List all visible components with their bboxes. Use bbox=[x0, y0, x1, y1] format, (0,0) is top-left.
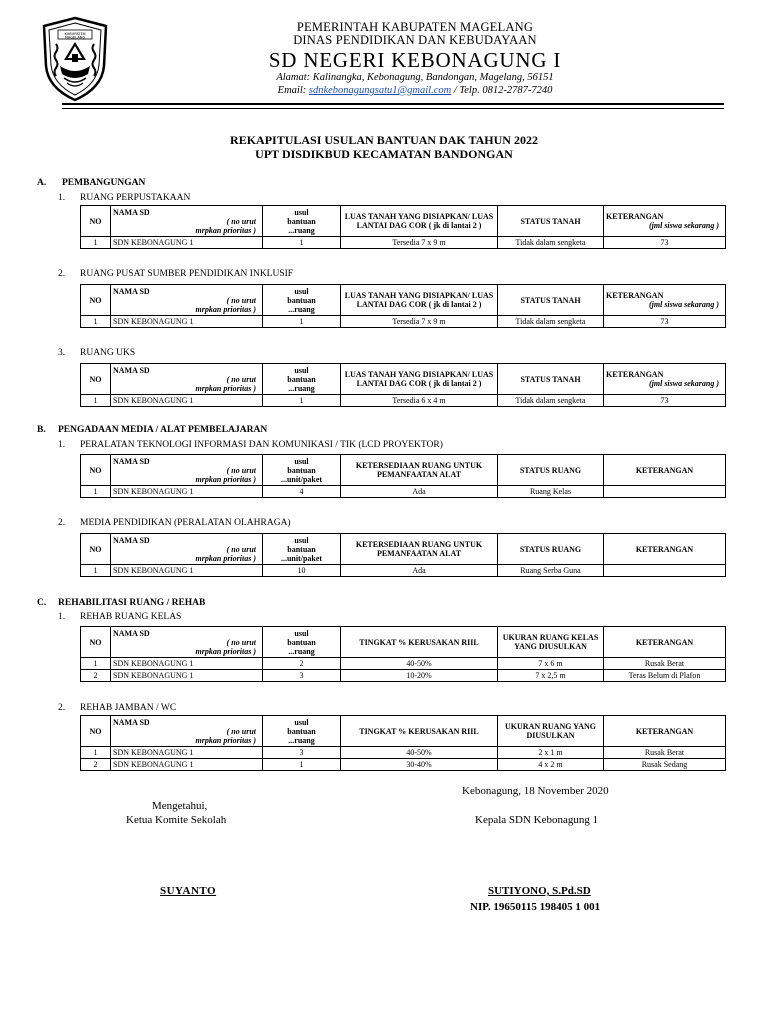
letterhead bbox=[180, 21, 650, 97]
contact-line bbox=[180, 84, 650, 97]
cell-keterangan: 73 bbox=[604, 237, 726, 249]
col-status-ruang: STATUS RUANG bbox=[498, 534, 604, 565]
cell-no: 1 bbox=[81, 237, 111, 249]
cell-luas: Tersedia 6 x 4 m bbox=[341, 395, 498, 407]
cell-usul: 3 bbox=[263, 747, 341, 759]
svg-text:KABUPATEN: KABUPATEN bbox=[64, 32, 86, 36]
cell-ukuran: 7 x 6 m bbox=[498, 658, 604, 670]
cell-usul: 1 bbox=[263, 395, 341, 407]
cell-status: Tidak dalam sengketa bbox=[498, 316, 604, 328]
table-peralatan-tik bbox=[80, 454, 726, 498]
table-rehab-kelas bbox=[80, 626, 726, 682]
col-ketersediaan: KETERSEDIAAN RUANG UNTUK PEMANFAATAN ALAT bbox=[341, 455, 498, 486]
document-title: REKAPITULASI USULAN BANTUAN DAK TAHUN 2022 bbox=[230, 133, 538, 147]
cell-no: 2 bbox=[81, 670, 111, 682]
section-c-label: C. bbox=[37, 598, 47, 608]
cell-keterangan: 73 bbox=[604, 395, 726, 407]
cell-luas: Tersedia 7 x 9 m bbox=[341, 237, 498, 249]
cell-tingkat: 40-50% bbox=[341, 747, 498, 759]
col-keterangan: KETERANGAN bbox=[604, 716, 726, 747]
item-number: 1. bbox=[58, 193, 66, 203]
col-usul: usul bantuan ...ruang bbox=[263, 206, 341, 237]
item-number: 2. bbox=[58, 703, 66, 713]
school-address: Alamat: Kalinangka, Kebonagung, Bandongan, Magelang, 56151 bbox=[276, 72, 554, 83]
cell-tingkat: 40-50% bbox=[341, 658, 498, 670]
col-no: NO bbox=[81, 627, 111, 658]
table-ruang-uks bbox=[80, 363, 726, 407]
school-name: SD NEGERI KEBONAGUNG I bbox=[268, 48, 562, 72]
item-number: 2. bbox=[58, 269, 66, 279]
cell-usul: 1 bbox=[263, 316, 341, 328]
col-keterangan: KETERANGAN bbox=[604, 627, 726, 658]
col-status-ruang: STATUS RUANG bbox=[498, 455, 604, 486]
agency-name: DINAS PENDIDIKAN DAN KEBUDAYAAN bbox=[293, 33, 537, 47]
col-status-tanah: STATUS TANAH bbox=[498, 285, 604, 316]
cell-no: 1 bbox=[81, 747, 111, 759]
table-rehab-jamban bbox=[80, 715, 726, 771]
cell-keterangan: 73 bbox=[604, 316, 726, 328]
section-a-label: A. bbox=[37, 178, 47, 188]
table-row bbox=[81, 670, 726, 682]
cell-nama: SDN KEBONAGUNG 1 bbox=[111, 747, 263, 759]
cell-no: 1 bbox=[81, 486, 111, 498]
section-b-label: B. bbox=[37, 425, 46, 435]
col-nama: NAMA SD ( no urut mrpkan prioritas ) bbox=[111, 364, 263, 395]
cell-nama: SDN KEBONAGUNG 1 bbox=[111, 237, 263, 249]
table-row bbox=[81, 486, 726, 498]
table-row bbox=[81, 759, 726, 771]
item-number: 1. bbox=[58, 440, 66, 450]
col-no: NO bbox=[81, 716, 111, 747]
table-header-row bbox=[81, 364, 726, 395]
col-status-tanah: STATUS TANAH bbox=[498, 206, 604, 237]
col-nama: NAMA SD ( no urut mrpkan prioritas ) bbox=[111, 534, 263, 565]
table-row bbox=[81, 747, 726, 759]
cell-usul: 10 bbox=[263, 565, 341, 577]
col-luas: LUAS TANAH YANG DISIAPKAN/ LUAS LANTAI DAG COR ( jk di lantai 2 ) bbox=[341, 364, 498, 395]
col-status-tanah: STATUS TANAH bbox=[498, 364, 604, 395]
item-number: 1. bbox=[58, 612, 66, 622]
cell-no: 2 bbox=[81, 759, 111, 771]
section-a-title: PEMBANGUNGAN bbox=[62, 178, 146, 188]
cell-keterangan: Teras Belum di Plafon bbox=[604, 670, 726, 682]
col-nama: NAMA SD ( no urut mrpkan prioritas ) bbox=[111, 716, 263, 747]
col-nama: NAMA SD ( no urut mrpkan prioritas ) bbox=[111, 206, 263, 237]
committee-role: Ketua Komite Sekolah bbox=[126, 814, 227, 826]
principal-nip: NIP. 19650115 198405 1 001 bbox=[470, 901, 601, 913]
table-header-row bbox=[81, 206, 726, 237]
item-title: REHAB RUANG KELAS bbox=[80, 612, 182, 622]
email-link[interactable]: sdnkebonagungsatu1@gmail.com bbox=[308, 85, 452, 96]
letterhead-rule-thick bbox=[62, 103, 724, 105]
cell-no: 1 bbox=[81, 658, 111, 670]
col-tingkat: TINGKAT % KERUSAKAN RIIL bbox=[341, 716, 498, 747]
email-label: Email: bbox=[277, 85, 307, 96]
section-c-title: REHABILITASI RUANG / REHAB bbox=[58, 598, 206, 608]
cell-keterangan bbox=[604, 565, 726, 577]
item-title: PERALATAN TEKNOLOGI INFORMASI DAN KOMUNIKASI / TIK (LCD PROYEKTOR) bbox=[80, 440, 443, 450]
col-keterangan: KETERANGAN bbox=[604, 534, 726, 565]
table-row bbox=[81, 658, 726, 670]
cell-no: 1 bbox=[81, 565, 111, 577]
item-number: 3. bbox=[58, 348, 66, 358]
col-keterangan: KETERANGAN bbox=[604, 455, 726, 486]
col-luas: LUAS TANAH YANG DISIAPKAN/ LUAS LANTAI DAG COR ( jk di lantai 2 ) bbox=[341, 206, 498, 237]
letterhead-rule-thin bbox=[62, 108, 724, 109]
cell-usul: 3 bbox=[263, 670, 341, 682]
col-usul: usul bantuan ...unit/paket bbox=[263, 455, 341, 486]
cell-ketersediaan: Ada bbox=[341, 486, 498, 498]
cell-tingkat: 10-20% bbox=[341, 670, 498, 682]
cell-nama: SDN KEBONAGUNG 1 bbox=[111, 658, 263, 670]
cell-usul: 1 bbox=[263, 759, 341, 771]
cell-status: Tidak dalam sengketa bbox=[498, 237, 604, 249]
cell-ketersediaan: Ada bbox=[341, 565, 498, 577]
item-title: RUANG PUSAT SUMBER PENDIDIKAN INKLUSIF bbox=[80, 269, 294, 279]
table-header-row bbox=[81, 285, 726, 316]
table-row bbox=[81, 316, 726, 328]
col-ukuran: UKURAN RUANG YANG DIUSULKAN bbox=[498, 716, 604, 747]
table-media-olahraga bbox=[80, 533, 726, 577]
col-ukuran: UKURAN RUANG KELAS YANG DIUSULKAN bbox=[498, 627, 604, 658]
cell-nama: SDN KEBONAGUNG 1 bbox=[111, 316, 263, 328]
place-date: Kebonagung, 18 November 2020 bbox=[462, 785, 609, 797]
col-no: NO bbox=[81, 455, 111, 486]
col-nama: NAMA SD ( no urut mrpkan prioritas ) bbox=[111, 285, 263, 316]
cell-keterangan: Rusak Berat bbox=[604, 658, 726, 670]
cell-no: 1 bbox=[81, 316, 111, 328]
item-title: RUANG UKS bbox=[80, 348, 136, 358]
cell-nama: SDN KEBONAGUNG 1 bbox=[111, 395, 263, 407]
cell-keterangan: Rusak Sedang bbox=[604, 759, 726, 771]
col-tingkat: TINGKAT % KERUSAKAN RIIL bbox=[341, 627, 498, 658]
col-nama: NAMA SD ( no urut mrpkan prioritas ) bbox=[111, 627, 263, 658]
document-subtitle: UPT DISDIKBUD KECAMATAN BANDONGAN bbox=[255, 147, 513, 161]
table-ruang-perpustakaan bbox=[80, 205, 726, 249]
cell-keterangan bbox=[604, 486, 726, 498]
item-number: 2. bbox=[58, 518, 66, 528]
col-usul: usul bantuan ...ruang bbox=[263, 627, 341, 658]
cell-no: 1 bbox=[81, 395, 111, 407]
col-luas: LUAS TANAH YANG DISIAPKAN/ LUAS LANTAI DAG COR ( jk di lantai 2 ) bbox=[341, 285, 498, 316]
cell-status: Ruang Kelas bbox=[498, 486, 604, 498]
table-header-row bbox=[81, 534, 726, 565]
govt-name: PEMERINTAH KABUPATEN MAGELANG bbox=[296, 20, 534, 34]
regency-logo bbox=[42, 16, 108, 102]
cell-nama: SDN KEBONAGUNG 1 bbox=[111, 565, 263, 577]
cell-usul: 2 bbox=[263, 658, 341, 670]
cell-nama: SDN KEBONAGUNG 1 bbox=[111, 670, 263, 682]
phone: / Telp. 0812-2787-7240 bbox=[453, 85, 553, 96]
col-usul: usul bantuan ...unit/paket bbox=[263, 534, 341, 565]
col-no: NO bbox=[81, 364, 111, 395]
col-usul: usul bantuan ...ruang bbox=[263, 364, 341, 395]
item-title: REHAB JAMBAN / WC bbox=[80, 703, 177, 713]
section-b-title: PENGADAAN MEDIA / ALAT PEMBELAJARAN bbox=[58, 425, 268, 435]
cell-keterangan: Rusak Berat bbox=[604, 747, 726, 759]
svg-text:MAGELANG: MAGELANG bbox=[64, 35, 86, 40]
table-header-row bbox=[81, 716, 726, 747]
table-row bbox=[81, 565, 726, 577]
cell-ukuran: 2 x 1 m bbox=[498, 747, 604, 759]
principal-role: Kepala SDN Kebonagung 1 bbox=[475, 814, 599, 826]
col-keterangan: KETERANGAN (jml siswa sekarang ) bbox=[604, 364, 726, 395]
col-no: NO bbox=[81, 285, 111, 316]
cell-tingkat: 30-40% bbox=[341, 759, 498, 771]
cell-nama: SDN KEBONAGUNG 1 bbox=[111, 486, 263, 498]
cell-usul: 4 bbox=[263, 486, 341, 498]
col-usul: usul bantuan ...ruang bbox=[263, 716, 341, 747]
cell-ukuran: 4 x 2 m bbox=[498, 759, 604, 771]
table-ruang-inklusif bbox=[80, 284, 726, 328]
table-row bbox=[81, 237, 726, 249]
item-title: RUANG PERPUSTAKAAN bbox=[80, 193, 191, 203]
col-keterangan: KETERANGAN (jml siswa sekarang ) bbox=[604, 285, 726, 316]
known-by: Mengetahui, bbox=[152, 800, 208, 812]
item-title: MEDIA PENDIDIKAN (PERALATAN OLAHRAGA) bbox=[80, 518, 291, 528]
col-nama: NAMA SD ( no urut mrpkan prioritas ) bbox=[111, 455, 263, 486]
table-row bbox=[81, 395, 726, 407]
committee-name: SUYANTO bbox=[160, 885, 217, 897]
cell-usul: 1 bbox=[263, 237, 341, 249]
principal-name: SUTIYONO, S.Pd.SD bbox=[488, 885, 591, 897]
cell-nama: SDN KEBONAGUNG 1 bbox=[111, 759, 263, 771]
col-usul: usul bantuan ...ruang bbox=[263, 285, 341, 316]
cell-luas: Tersedia 7 x 9 m bbox=[341, 316, 498, 328]
table-header-row bbox=[81, 455, 726, 486]
col-ketersediaan: KETERSEDIAAN RUANG UNTUK PEMANFAATAN ALAT bbox=[341, 534, 498, 565]
col-keterangan: KETERANGAN (jml siswa sekarang ) bbox=[604, 206, 726, 237]
cell-status: Tidak dalam sengketa bbox=[498, 395, 604, 407]
cell-ukuran: 7 x 2,5 m bbox=[498, 670, 604, 682]
col-no: NO bbox=[81, 206, 111, 237]
cell-status: Ruang Serba Guna bbox=[498, 565, 604, 577]
col-no: NO bbox=[81, 534, 111, 565]
table-header-row bbox=[81, 627, 726, 658]
